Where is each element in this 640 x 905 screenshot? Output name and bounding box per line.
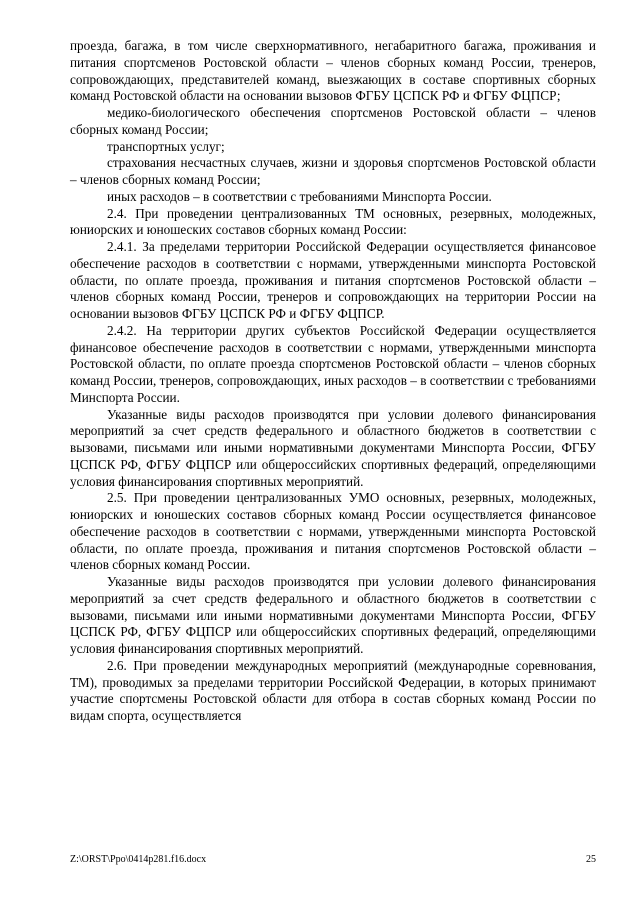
paragraph-cofinancing-1: Указанные виды расходов производятся при условии долевого финансирования мероприятий за счет средств федерального и областного бюджетов в соответствии с вызовами, письмами или иными нормативными документами Минспорта России, ФГБУ ЦСПСК РФ, ФГБУ ФЦПСР или общероссийских спортивных федераций, определяющими условия финансирования спортивных мероприятий. bbox=[70, 406, 596, 489]
paragraph-2-5: 2.5. При проведении централизованных УМО основных, резервных, молодежных, юниорских и юношеских составов сборных команд России осуществляется финансовое обеспечение расходов в соответствии с нормами, утвержденными минспорта Ростовской области, по оплате проезда, проживания и питания спортсменов Ростовской области – членов сборных команд России. bbox=[70, 490, 596, 573]
footer-file-path: Z:\ORST\Ppo\0414p281.f16.docx bbox=[70, 854, 207, 865]
document-body bbox=[70, 38, 596, 725]
paragraph-1-continuation: проезда, багажа, в том числе сверхнормативного, негабаритного багажа, проживания и питания спортсменов Ростовской области – членов сборных команд России, тренеров, сопровождающих, представителей команд, выезжающих в составе спортивных сборных команд Ростовской области на основании вызовов ФГБУ ЦСПСК РФ и ФГБУ ФЦПСР; bbox=[70, 38, 596, 104]
paragraph-insurance: страхования несчастных случаев, жизни и здоровья спортсменов Ростовской области – членов сборных команд России; bbox=[70, 155, 596, 187]
page-number: 25 bbox=[586, 854, 596, 865]
paragraph-2-6: 2.6. При проведении международных мероприятий (международные соревнования, ТМ), проводимых за пределами территории Российской Федерации, в которых принимают участие спортсмены Ростовской области для отбора в состав сборных команд России по видам спорта, осуществляется bbox=[70, 657, 596, 723]
paragraph-transport: транспортных услуг; bbox=[107, 138, 225, 154]
paragraph-2-4-1: 2.4.1. За пределами территории Российской Федерации осуществляется финансовое обеспечение расходов в соответствии с нормами, утвержденными минспорта Ростовской области, по оплате проезда, проживания и питания спортсменов Ростовской области – членов сборных команд России, тренеров и сопровождающих на территории России на основании вызовов ФГБУ ЦСПСК РФ и ФГБУ ФЦПСР. bbox=[70, 239, 596, 321]
paragraph-cofinancing-2: Указанные виды расходов производятся при условии долевого финансирования мероприятий за счет средств федерального и областного бюджетов в соответствии с вызовами, письмами или иными нормативными документами Минспорта России, ФГБУ ЦСПСК РФ, ФГБУ ФЦПСР или общероссийских спортивных федераций, определяющими условия финансирования спортивных мероприятий. bbox=[70, 574, 596, 656]
paragraph-2-4-2: 2.4.2. На территории других субъектов Российской Федерации осуществляется финансовое обеспечение расходов в соответствии с нормами, утвержденными минспорта Ростовской области, по оплате проезда спортсменов Ростовской области – членов сборных команд России, тренеров, сопровождающих, иных расходов – в соответствии с требованиями Минспорта России. bbox=[70, 322, 596, 405]
paragraph-other-expenses: иных расходов – в соответствии с требованиями Минспорта России. bbox=[107, 188, 492, 204]
paragraph-medical-support: медико-биологического обеспечения спортсменов Ростовской области – членов сборных команд России; bbox=[70, 105, 596, 137]
paragraph-2-4: 2.4. При проведении централизованных ТМ основных, резервных, молодежных, юниорских и юношеских составов сборных команд России: bbox=[70, 205, 596, 238]
